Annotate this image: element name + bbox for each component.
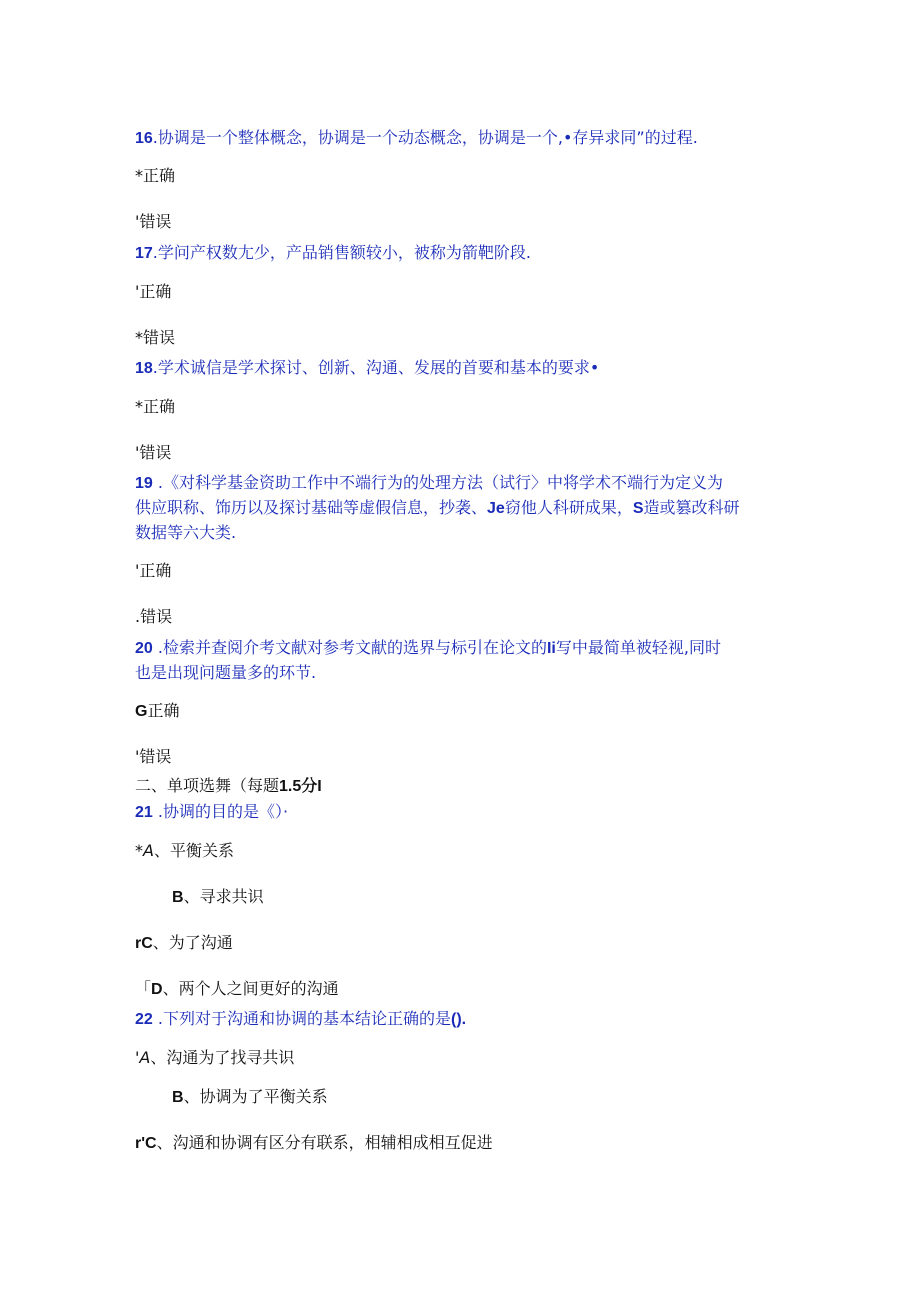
question-19-line-2 [135, 495, 740, 522]
question-number: 17 [135, 245, 153, 262]
option-marker: ' [135, 443, 140, 462]
question-text: .检索并查阅介考文献对参考文献的选界与标引在论文的 [152, 638, 547, 657]
option-label: 错误 [140, 607, 173, 626]
question-text: .《对科学基金资助工作中不端行为的处理方法（试行〉中将学术不端行为定义为 [152, 473, 723, 492]
option-marker: ' [135, 561, 140, 580]
option-letter: C [145, 1135, 157, 1152]
question-19-line-1 [135, 470, 723, 497]
option-18-correct[interactable] [135, 394, 175, 420]
question-19-line-3 [135, 520, 236, 546]
question-text: .学术诚信是学术探讨、创新、沟通、发展的首要和基本的要求• [152, 358, 600, 377]
option-letter: A [143, 841, 154, 860]
question-text: 造或篡改科研 [643, 498, 740, 517]
option-19-wrong[interactable] [135, 604, 172, 630]
option-label: 错误 [139, 747, 172, 766]
section-prefix: 二、单项选舞（每题 [135, 776, 280, 795]
option-label: 、沟通和协调有区分有联系，相辅相成相互促进 [156, 1133, 493, 1152]
section-score: 1.5 [279, 778, 302, 795]
question-text-bold: S [632, 500, 644, 517]
option-label: 错误 [139, 443, 172, 462]
question-18 [135, 355, 599, 382]
question-number: 21 [135, 804, 153, 821]
option-marker: G [135, 703, 148, 720]
option-label: 错误 [139, 212, 172, 231]
question-text-bold: Ii [546, 640, 556, 657]
question-text-bold: Je [487, 500, 505, 517]
question-text: 供应职称、饰历以及探讨基础等虚假信息，抄袭、 [135, 498, 488, 517]
question-20-line-1 [135, 635, 721, 662]
option-letter: B [172, 889, 184, 906]
option-17-wrong[interactable] [135, 325, 175, 351]
question-number: 22 [135, 1011, 153, 1028]
question-22 [135, 1006, 466, 1033]
option-label: 正确 [139, 282, 172, 301]
option-21-b[interactable] [172, 884, 264, 911]
option-marker: r [135, 935, 142, 952]
question-20-line-2 [135, 660, 316, 686]
option-21-d[interactable] [135, 976, 339, 1003]
option-label: 、寻求共识 [183, 887, 264, 906]
option-22-b[interactable] [172, 1084, 328, 1111]
option-marker: ' [135, 747, 140, 766]
option-marker: 「 [135, 979, 152, 998]
question-number: 18 [135, 360, 153, 377]
option-label: 、两个人之间更好的沟通 [162, 979, 339, 998]
option-label: 正确 [147, 701, 180, 720]
question-number: 19 [135, 475, 153, 492]
option-marker: * [135, 166, 143, 185]
option-marker: . [135, 607, 141, 626]
option-16-wrong[interactable] [135, 209, 171, 235]
option-19-correct[interactable] [135, 558, 171, 584]
option-letter: C [141, 935, 153, 952]
question-16 [135, 125, 698, 152]
question-text-end: (). [450, 1011, 467, 1028]
question-text: 数据等六大类. [135, 523, 237, 542]
option-22-c[interactable] [135, 1130, 493, 1157]
option-label: 、平衡关系 [153, 841, 234, 860]
option-letter: D [151, 981, 163, 998]
question-text: .协调是一个整体概念，协调是一个动态概念，协调是一个,•存异求同”的过程. [152, 128, 698, 147]
section-heading [135, 773, 322, 800]
option-20-correct[interactable] [135, 698, 179, 725]
question-number: 16 [135, 130, 153, 147]
option-label: 正确 [143, 166, 176, 185]
question-text: .下列对于沟通和协调的基本结论正确的是 [152, 1009, 451, 1028]
option-letter: B [172, 1089, 184, 1106]
section-suffix: 分I [301, 778, 322, 795]
option-marker: ' [135, 282, 140, 301]
option-label: 、沟通为了找寻共识 [150, 1048, 295, 1067]
question-text: 窃他人科研成果， [504, 498, 633, 517]
option-letter: A [139, 1048, 151, 1067]
question-text: 也是出现问题量多的环节. [135, 663, 317, 682]
option-marker: * [135, 328, 143, 347]
option-21-c[interactable] [135, 930, 233, 957]
option-label: 错误 [143, 328, 176, 347]
question-text: 写中最简单被轻视,同时 [555, 638, 721, 657]
option-label: 、为了沟通 [152, 933, 233, 952]
option-marker: * [135, 397, 143, 416]
question-17 [135, 240, 531, 267]
option-marker: * [135, 841, 143, 860]
option-label: 正确 [139, 561, 172, 580]
question-number: 20 [135, 640, 153, 657]
question-text: .学问产权数尢少，产品销售额较小，被称为箭靶阶段. [152, 243, 531, 262]
option-label: 、协调为了平衡关系 [183, 1087, 328, 1106]
option-marker: ' [135, 1048, 140, 1067]
question-21 [135, 799, 288, 826]
option-marker: r' [135, 1135, 146, 1152]
option-22-a[interactable] [135, 1045, 294, 1071]
option-18-wrong[interactable] [135, 440, 171, 466]
option-16-correct[interactable] [135, 163, 175, 189]
question-text: .协调的目的是《）· [152, 802, 289, 821]
option-label: 正确 [143, 397, 176, 416]
option-21-a[interactable] [135, 838, 234, 864]
option-marker: ' [135, 212, 140, 231]
option-17-correct[interactable] [135, 279, 171, 305]
option-20-wrong[interactable] [135, 744, 171, 770]
